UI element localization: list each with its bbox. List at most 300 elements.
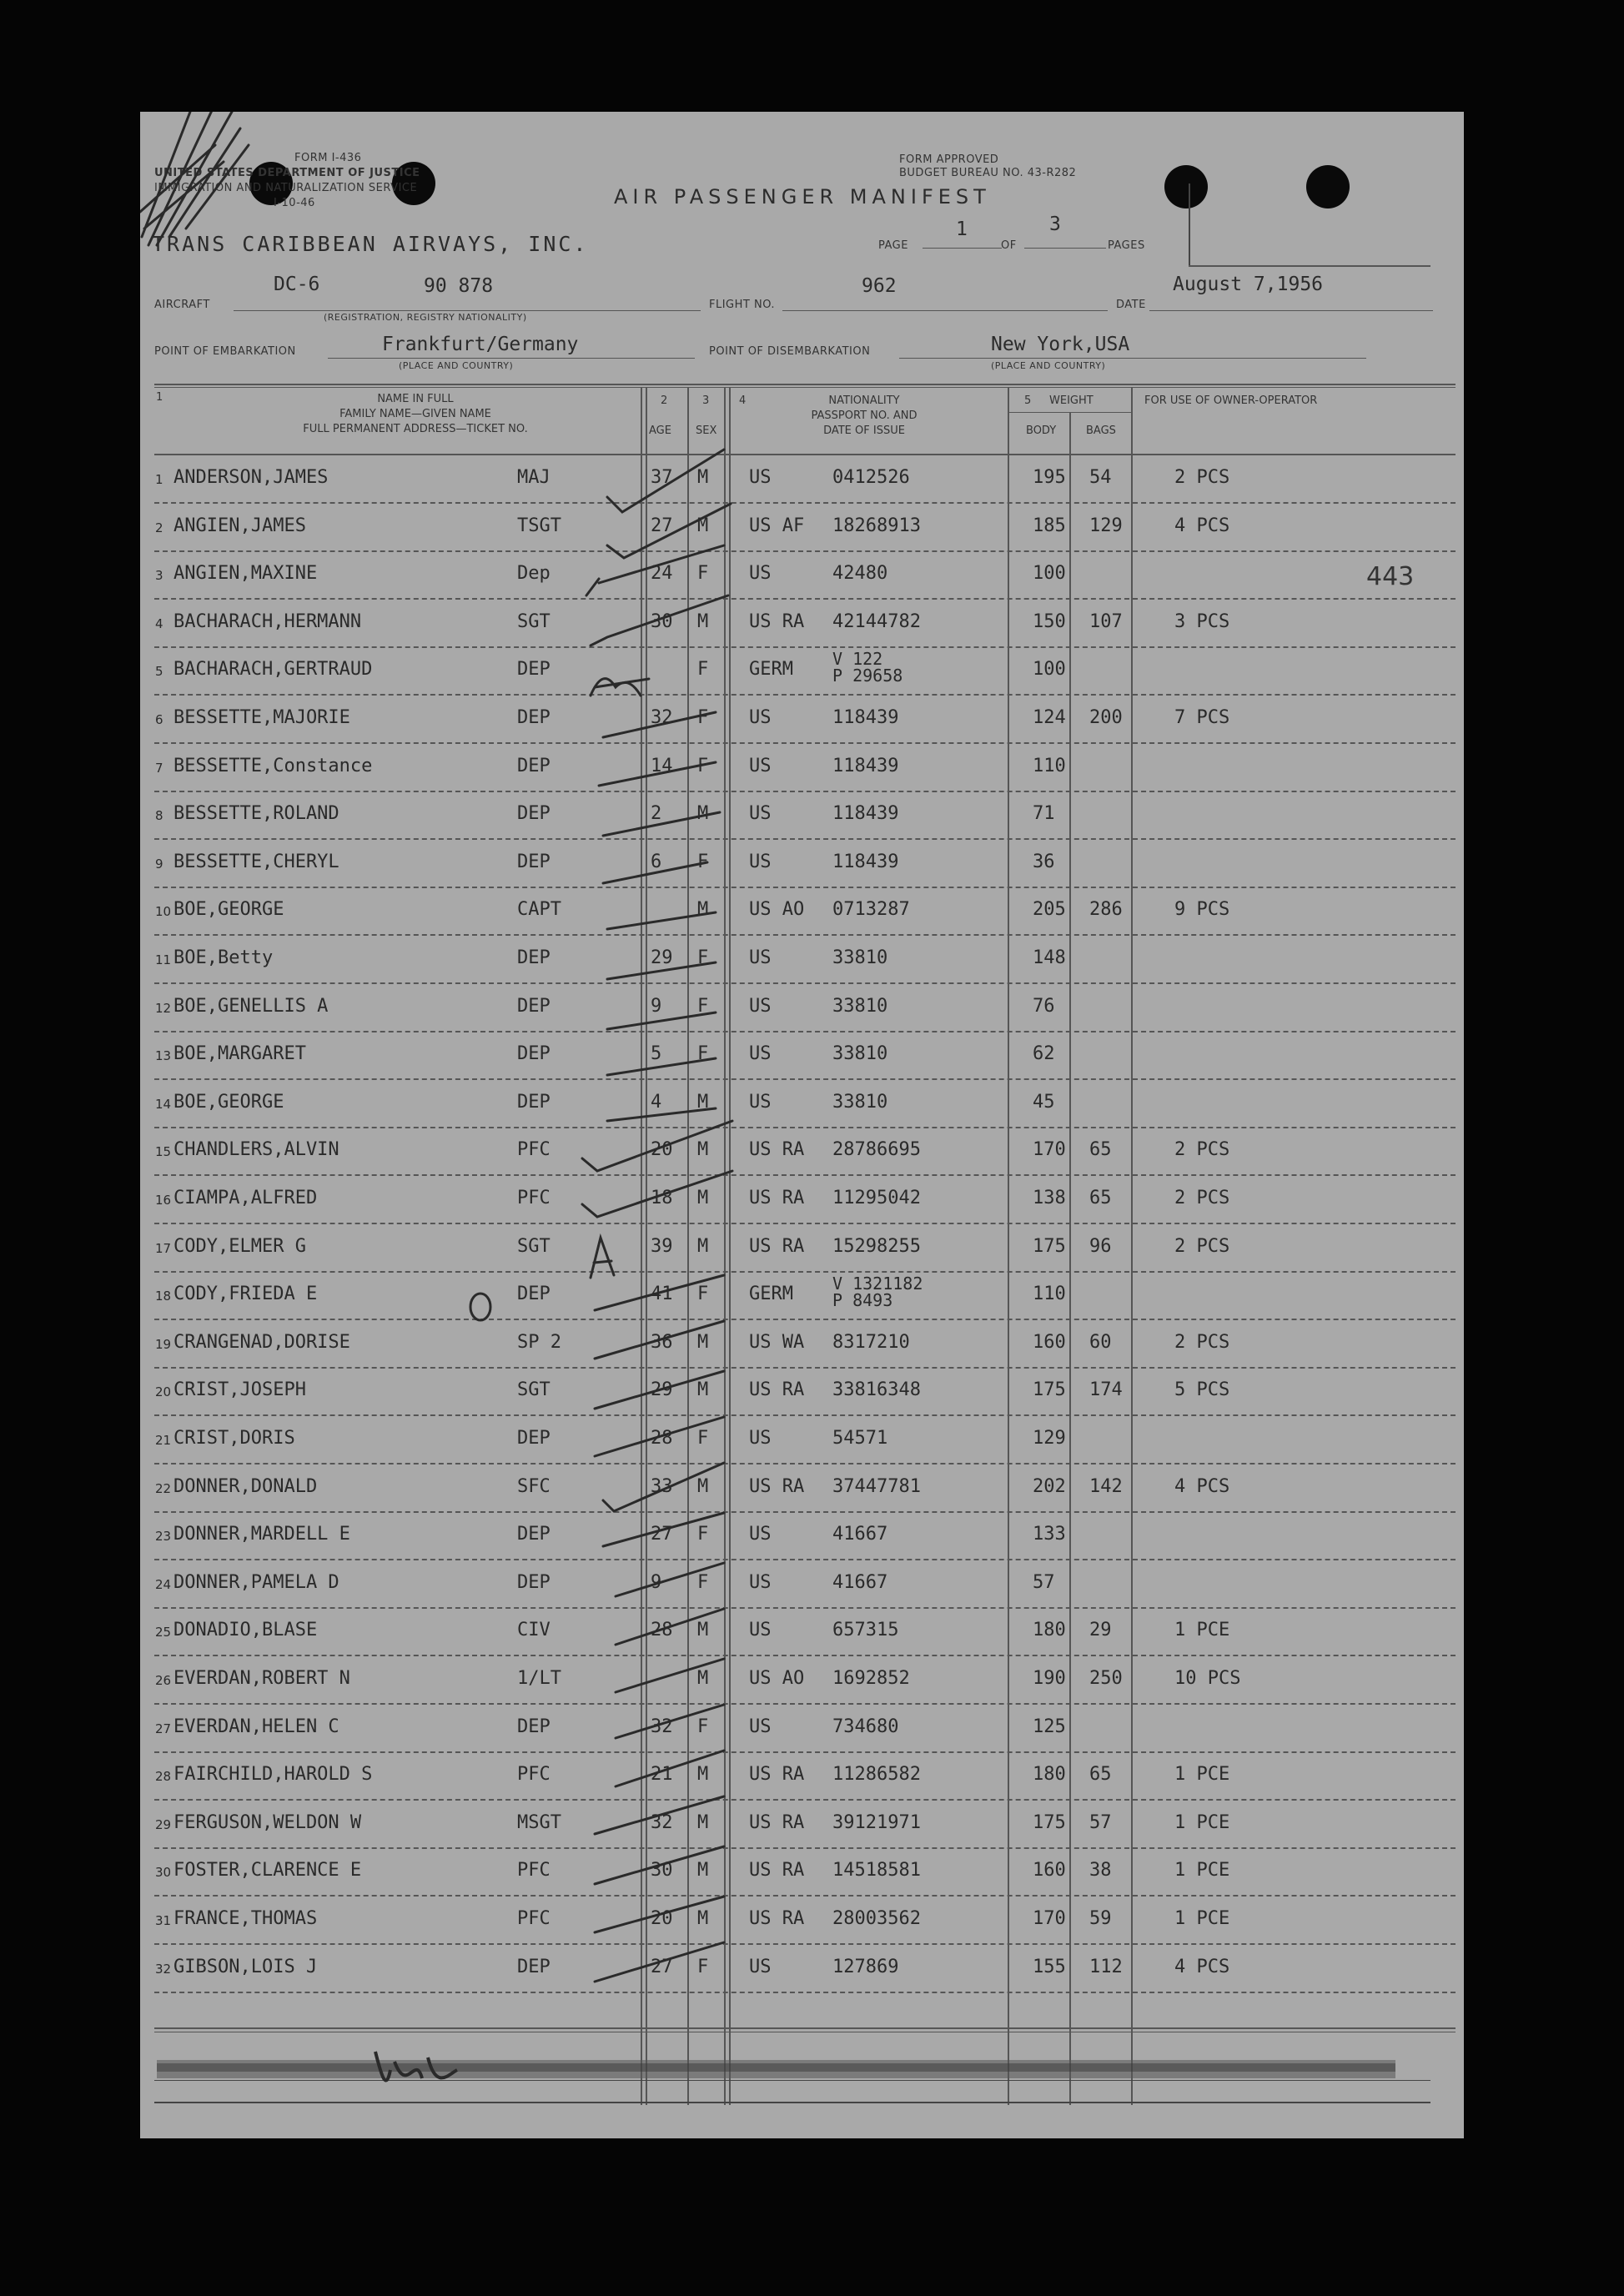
agency-line-3: I-10-46 [274,197,315,209]
passport-number: 33810 [832,995,888,1017]
passenger-age: 32 [651,1811,673,1833]
body-weight: 133 [1033,1524,1066,1545]
bags-weight: 129 [1089,515,1123,536]
table-row [140,455,1464,504]
passenger-age: 30 [651,610,673,632]
body-weight: 202 [1033,1475,1066,1497]
passenger-nationality: US [749,851,772,872]
passenger-nationality: US RA [749,1908,805,1929]
date-value: August 7,1956 [1173,274,1324,295]
passenger-nationality: US [749,707,772,728]
punch-hole [1306,165,1350,208]
bags-weight: 29 [1089,1620,1112,1641]
bags-weight: 286 [1089,899,1123,921]
body-weight: 155 [1033,1956,1066,1977]
passenger-age: 29 [651,1379,673,1401]
passport-number: 42480 [832,563,888,585]
pieces-count: 2 PCS [1174,1188,1230,1208]
passenger-nationality: US [749,1428,772,1449]
passenger-sex: M [697,1908,709,1929]
disembark-value: New York,USA [991,334,1130,355]
passenger-nationality: US AO [749,1668,805,1689]
passenger-sex: F [697,1956,709,1977]
bags-weight: 38 [1089,1860,1112,1882]
passenger-sex: F [697,995,709,1017]
table-row [140,936,1464,984]
passenger-rank: CIV [517,1620,551,1641]
passenger-name: FOSTER,CLARENCE E [173,1860,362,1882]
table-row [140,1656,1464,1705]
col-2-number: 2 [661,394,668,407]
bags-weight: 54 [1089,467,1112,488]
passport-number: 28003562 [832,1908,921,1929]
col-name-header: NAME IN FULL FAMILY NAME—GIVEN NAME FULL PERMANENT ADDRESS—TICKET NO. [303,393,528,435]
bags-weight: 65 [1089,1764,1112,1786]
passport-number: 734680 [832,1716,899,1737]
passenger-sex: M [697,1620,709,1641]
passenger-rank: PFC [517,1139,551,1161]
body-weight: 57 [1033,1571,1055,1593]
passenger-sex: M [697,1091,709,1113]
passenger-nationality: GERM [749,659,793,681]
passenger-sex: F [697,1043,709,1065]
passenger-age: 36 [651,1331,673,1353]
passenger-sex: M [697,1475,709,1497]
passenger-nationality: US RA [749,1860,805,1882]
passenger-nationality: US [749,755,772,776]
passenger-rank: DEP [517,1716,551,1737]
passenger-name: BESSETTE,Constance [173,755,373,776]
passenger-sex: M [697,1811,709,1833]
table-row [140,1801,1464,1849]
table-row [140,1560,1464,1609]
passenger-rank: DEP [517,947,551,968]
passenger-age: 28 [651,1428,673,1449]
body-weight: 76 [1033,995,1055,1017]
passenger-sex: M [697,515,709,536]
page-title: AIR PASSENGER MANIFEST [614,185,991,208]
col-nationality-header: NATIONALITY PASSPORT NO. AND DATE OF ISSUE [811,394,918,437]
pieces-count: 4 PCS [1174,1475,1230,1497]
pieces-count: 4 PCS [1174,1956,1230,1977]
passenger-nationality: US RA [749,1379,805,1401]
body-weight: 160 [1033,1331,1066,1353]
passport-number: 8317210 [832,1331,910,1353]
passenger-nationality: US AO [749,899,805,921]
passenger-rank: Dep [517,563,551,585]
disembark-sub: (PLACE AND COUNTRY) [991,360,1106,371]
table-row [140,1897,1464,1945]
passenger-sex: F [697,563,709,585]
passport-number: 18268913 [832,515,921,536]
passenger-name: ANGIEN,MAXINE [173,563,318,585]
pieces-count: 2 PCS [1174,467,1230,488]
passport-number: 28786695 [832,1139,921,1161]
passport-number: 118439 [832,803,899,825]
passenger-nationality: US [749,947,772,968]
table-row [140,1176,1464,1224]
row-number: 10 [155,904,172,920]
passenger-rank: PFC [517,1908,551,1929]
passenger-sex: F [697,1716,709,1737]
passenger-name: CODY,ELMER G [173,1235,306,1257]
passport-number: 127869 [832,1956,899,1977]
body-weight: 124 [1033,707,1066,728]
pieces-count: 9 PCS [1174,899,1230,921]
passenger-nationality: US AF [749,515,805,536]
passenger-rank: DEP [517,1428,551,1449]
passenger-age: 27 [651,515,673,536]
table-row [140,1608,1464,1656]
passenger-name: DONNER,PAMELA D [173,1571,339,1593]
passport-number: 33810 [832,947,888,968]
date-label: DATE [1116,299,1146,311]
table-row [140,1945,1464,1993]
passenger-nationality: US RA [749,1188,805,1208]
passport-number: 0412526 [832,467,910,488]
passenger-rank: DEP [517,1524,551,1545]
passenger-nationality: US [749,995,772,1017]
row-number: 11 [155,952,172,967]
col-owner-header: FOR USE OF OWNER-OPERATOR [1144,394,1318,407]
of-label: OF [1001,239,1017,252]
passenger-rank: SGT [517,1235,551,1257]
bags-weight: 57 [1089,1811,1112,1833]
passenger-rank: DEP [517,995,551,1017]
col-body-header: BODY [1026,425,1057,437]
passenger-age: 28 [651,1620,673,1641]
table-row [140,1848,1464,1897]
table-row [140,1224,1464,1273]
passenger-name: BESSETTE,CHERYL [173,851,339,872]
passenger-nationality: US RA [749,610,805,632]
body-weight: 185 [1033,515,1066,536]
passenger-age: 37 [651,467,673,488]
body-weight: 62 [1033,1043,1055,1065]
pieces-count: 2 PCS [1174,1331,1230,1353]
aircraft-label: AIRCRAFT [154,299,210,311]
passenger-sex: M [697,1764,709,1786]
passenger-name: DONNER,MARDELL E [173,1524,350,1545]
row-number: 26 [155,1673,172,1688]
passenger-sex: F [697,1428,709,1449]
body-weight: 175 [1033,1811,1066,1833]
passenger-rank: DEP [517,1571,551,1593]
agency-line-2: IMMIGRATION AND NATURALIZATION SERVICE [154,182,418,194]
passenger-rank: DEP [517,707,551,728]
passenger-rank: 1/LT [517,1668,561,1689]
col-sex-header: SEX [696,425,717,437]
passenger-sex: F [697,1524,709,1545]
form-number: FORM I-436 [294,152,362,164]
row-number: 29 [155,1816,172,1832]
passenger-rank: PFC [517,1860,551,1882]
body-weight: 36 [1033,851,1055,872]
row-number: 24 [155,1576,172,1592]
passenger-sex: M [697,1139,709,1161]
passenger-nationality: US WA [749,1331,805,1353]
passenger-name: BOE,GEORGE [173,1091,284,1113]
bags-weight: 96 [1089,1235,1112,1257]
row-number: 32 [155,1961,172,1977]
passenger-name: DONADIO,BLASE [173,1620,318,1641]
passenger-rank: SP 2 [517,1331,561,1353]
table-row [140,1032,1464,1080]
body-weight: 190 [1033,1668,1066,1689]
table-row [140,840,1464,888]
page-number: 1 [956,219,968,240]
passenger-name: BESSETTE,MAJORIE [173,707,350,728]
body-weight: 100 [1033,563,1066,585]
table-row [140,647,1464,696]
passenger-nationality: US [749,1956,772,1977]
table-row [140,1512,1464,1560]
passenger-sex: F [697,947,709,968]
passenger-nationality: US [749,1620,772,1641]
table-row [140,1080,1464,1128]
row-number: 8 [155,808,163,824]
passenger-age: 5 [651,1043,662,1065]
passenger-name: BESSETTE,ROLAND [173,803,339,825]
row-number: 23 [155,1529,172,1545]
passenger-name: ANGIEN,JAMES [173,515,306,536]
col-age-header: AGE [649,425,671,437]
passenger-rank: CAPT [517,899,561,921]
col-weight-header: WEIGHT [1049,394,1094,407]
passport-number: 33810 [832,1091,888,1113]
table-row [140,1368,1464,1416]
passenger-name: BOE,Betty [173,947,274,968]
passenger-name: CRANGENAD,DORISE [173,1331,350,1353]
pieces-count: 7 PCS [1174,707,1230,728]
passenger-rank: SFC [517,1475,551,1497]
body-weight: 180 [1033,1620,1066,1641]
table-row [140,504,1464,552]
col-5-number: 5 [1024,394,1032,407]
passenger-rank: PFC [517,1188,551,1208]
passenger-nationality: US [749,1571,772,1593]
body-weight: 170 [1033,1139,1066,1161]
aircraft-type: DC-6 [274,274,320,295]
table-row [140,1752,1464,1801]
flight-label: FLIGHT NO. [709,299,776,311]
body-weight: 129 [1033,1428,1066,1449]
passenger-name: EVERDAN,HELEN C [173,1716,339,1737]
passenger-name: EVERDAN,ROBERT N [173,1668,350,1689]
pieces-count: 1 PCE [1174,1811,1230,1833]
passport-number: 54571 [832,1428,888,1449]
passenger-name: ANDERSON,JAMES [173,467,329,488]
passenger-sex: M [697,1331,709,1353]
table-row [140,984,1464,1032]
body-weight: 148 [1033,947,1066,968]
row-number: 7 [155,760,163,776]
body-weight: 110 [1033,1284,1066,1305]
pieces-count: 1 PCE [1174,1764,1230,1786]
passenger-rank: DEP [517,659,551,681]
manifest-sheet [140,112,1464,2138]
passenger-sex: F [697,659,709,681]
embark-sub: (PLACE AND COUNTRY) [399,360,514,371]
passport-number: 33810 [832,1043,888,1065]
passenger-nationality: US [749,1043,772,1065]
passenger-sex: M [697,1379,709,1401]
aircraft-number: 90 878 [424,275,494,297]
table-row [140,1465,1464,1513]
row-number: 13 [155,1048,172,1064]
passenger-age: 27 [651,1956,673,1977]
passenger-sex: M [697,1668,709,1689]
row-number: 5 [155,664,163,680]
passenger-name: FAIRCHILD,HAROLD S [173,1764,373,1786]
col-4-number: 4 [739,394,747,407]
passport-number: 33816348 [832,1379,921,1401]
passenger-rank: DEP [517,803,551,825]
passenger-sex: F [697,707,709,728]
passenger-nationality: US RA [749,1139,805,1161]
passenger-age: 41 [651,1284,673,1305]
passport-number: V 1321182 P 8493 [832,1274,923,1311]
row-number: 20 [155,1384,172,1400]
passenger-age: 14 [651,755,673,776]
body-weight: 170 [1033,1908,1066,1929]
passenger-name: CODY,FRIEDA E [173,1284,318,1305]
disembark-label: POINT OF DISEMBARKATION [709,345,871,358]
passenger-nationality: US [749,467,772,488]
passenger-sex: M [697,610,709,632]
passenger-name: BOE,GENELLIS A [173,995,329,1017]
passenger-sex: M [697,1235,709,1257]
table-row [140,1128,1464,1176]
pieces-count: 1 PCE [1174,1620,1230,1641]
bags-weight: 107 [1089,610,1123,632]
table-row [140,791,1464,840]
passport-number: 118439 [832,755,899,776]
passenger-sex: M [697,1860,709,1882]
passport-number: 1692852 [832,1668,910,1689]
passport-number: 11286582 [832,1764,921,1786]
passenger-rank: SGT [517,1379,551,1401]
passenger-name: BACHARACH,GERTRAUD [173,659,373,681]
body-weight: 180 [1033,1764,1066,1786]
col-3-number: 3 [702,394,710,407]
passenger-sex: F [697,1571,709,1593]
bags-weight: 60 [1089,1331,1112,1353]
approval-line-2: BUDGET BUREAU NO. 43-R282 [899,167,1077,179]
pieces-count: 4 PCS [1174,515,1230,536]
passenger-age: 29 [651,947,673,968]
body-weight: 138 [1033,1188,1066,1208]
passenger-name: DONNER,DONALD [173,1475,318,1497]
row-number: 25 [155,1625,172,1640]
passenger-nationality: US [749,1524,772,1545]
passenger-name: FRANCE,THOMAS [173,1908,318,1929]
row-number: 1 [155,472,163,487]
passport-number: 42144782 [832,610,921,632]
smudged-signature-strip [157,2045,1408,2103]
passenger-name: CHANDLERS,ALVIN [173,1139,339,1161]
table-row [140,887,1464,936]
body-weight: 110 [1033,755,1066,776]
body-weight: 195 [1033,467,1066,488]
passenger-age: 4 [651,1091,662,1113]
pieces-count: 1 PCE [1174,1908,1230,1929]
passenger-age: 20 [651,1139,673,1161]
bags-weight: 250 [1089,1668,1123,1689]
passenger-age: 24 [651,563,673,585]
passenger-age: 33 [651,1475,673,1497]
row-number: 30 [155,1865,172,1881]
row-number: 17 [155,1240,172,1256]
bags-weight: 112 [1089,1956,1123,1977]
row-number: 6 [155,712,163,727]
passenger-age: 20 [651,1908,673,1929]
passenger-rank: DEP [517,1284,551,1305]
row-number: 16 [155,1193,172,1208]
passenger-nationality: US RA [749,1764,805,1786]
agency-line-1: UNITED STATES DEPARTMENT OF JUSTICE [154,167,420,179]
passenger-name: CRIST,JOSEPH [173,1379,306,1401]
passenger-sex: M [697,467,709,488]
flight-number: 962 [862,275,897,297]
embark-value: Frankfurt/Germany [382,334,579,355]
punch-hole [1164,165,1208,208]
passport-number: 39121971 [832,1811,921,1833]
table-row [140,1272,1464,1320]
bags-weight: 59 [1089,1908,1112,1929]
passenger-sex: F [697,1284,709,1305]
passenger-name: BOE,MARGARET [173,1043,306,1065]
page-annotation: 443 [1366,562,1415,591]
passenger-age: 6 [651,851,662,872]
row-number: 18 [155,1289,172,1304]
body-weight: 71 [1033,803,1055,825]
passenger-age: 32 [651,1716,673,1737]
passenger-nationality: US [749,1091,772,1113]
body-weight: 45 [1033,1091,1055,1113]
passport-number: 37447781 [832,1475,921,1497]
embark-label: POINT OF EMBARKATION [154,345,296,358]
table-row [140,696,1464,744]
passport-number: 15298255 [832,1235,921,1257]
passport-number: V 122 P 29658 [832,649,903,686]
row-number: 9 [155,856,163,872]
body-weight: 205 [1033,899,1066,921]
row-number: 14 [155,1096,172,1112]
passenger-nationality: US [749,563,772,585]
passenger-name: CRIST,DORIS [173,1428,295,1449]
row-number: 12 [155,1000,172,1016]
passenger-age: 2 [651,803,662,825]
passport-number: 11295042 [832,1188,921,1208]
pieces-count: 3 PCS [1174,610,1230,632]
body-weight: 125 [1033,1716,1066,1737]
pages-label: PAGES [1108,239,1145,252]
passenger-nationality: GERM [749,1284,793,1305]
passenger-nationality: US RA [749,1811,805,1833]
body-weight: 100 [1033,659,1066,681]
table-row [140,1320,1464,1369]
passenger-age: 39 [651,1235,673,1257]
passenger-name: BOE,GEORGE [173,899,284,921]
passport-number: 14518581 [832,1860,921,1882]
passenger-sex: M [697,1188,709,1208]
page-label: PAGE [878,239,908,252]
passport-number: 118439 [832,851,899,872]
row-number: 3 [155,568,163,584]
bags-weight: 174 [1089,1379,1123,1401]
passenger-sex: M [697,899,709,921]
